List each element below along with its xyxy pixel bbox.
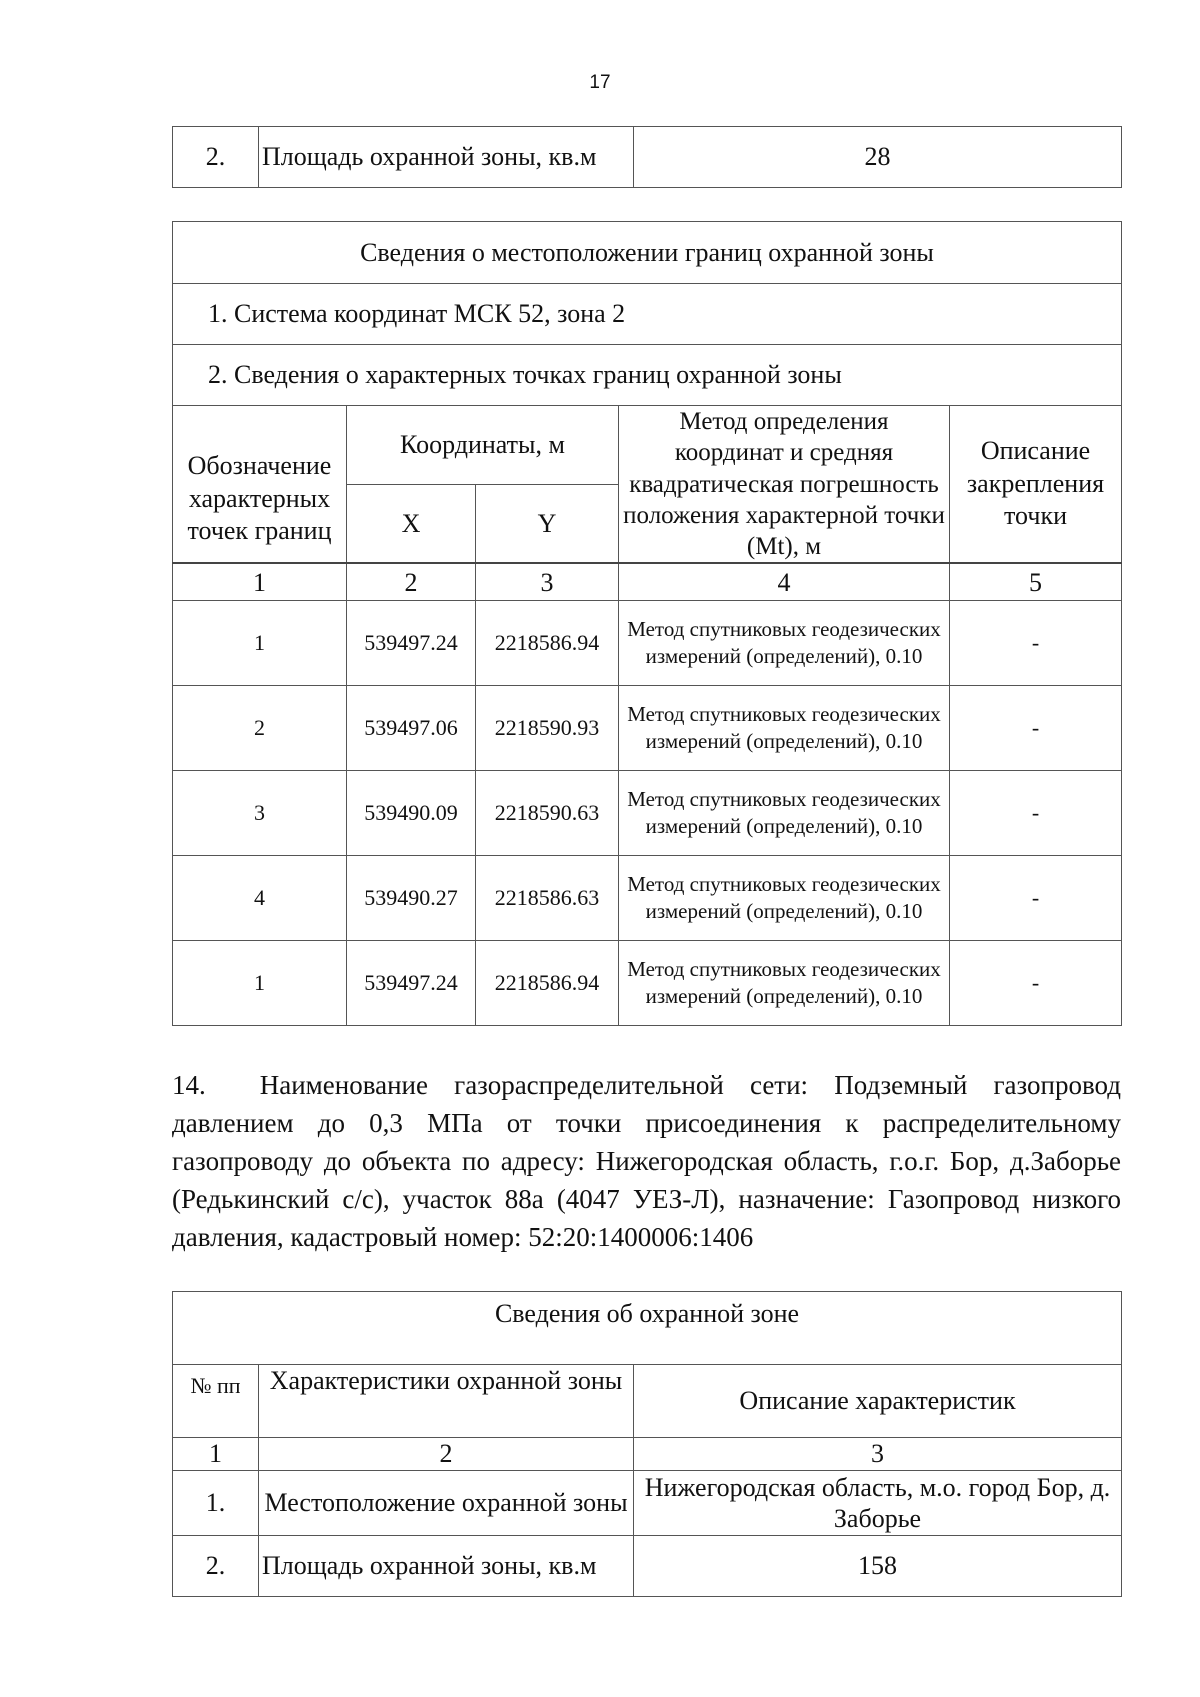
table-row xyxy=(173,686,1122,771)
table-row xyxy=(173,856,1122,941)
coordinate-system: 1. Система координат МСК 52, зона 2 xyxy=(173,284,1122,345)
table-header-row xyxy=(173,1365,1122,1438)
x-value: 539497.24 xyxy=(347,941,476,1026)
point-id: 2 xyxy=(173,686,347,771)
section-14-paragraph: 14. Наименование газораспределительной сети: Подземный газопровод давлением до 0,3 МПа от точки присоединения к распределительному газопроводу до объекта по адресу: Нижегородская область, г.о.г. Бор, д.Заборье (Редькинский с/с), участок 88а (4047 УЕЗ-Л), назначение: Газопровод низкого давления, кадастровый номер: 52:20:1400006:1406 xyxy=(172,1070,1121,1252)
column-index: 3 xyxy=(476,563,619,601)
table-row xyxy=(173,941,1122,1026)
method-value: Метод спутниковых геодезических измерений (определений), 0.10 xyxy=(619,856,950,941)
y-value: 2218590.63 xyxy=(476,771,619,856)
fixing-value: - xyxy=(950,686,1122,771)
y-value: 2218586.94 xyxy=(476,601,619,686)
coords-title: Сведения о местоположении границ охранной зоны xyxy=(173,222,1122,284)
row-number: 2. xyxy=(173,1536,259,1597)
table-row xyxy=(173,222,1122,284)
row-label: Местоположение охранной зоны xyxy=(259,1471,634,1536)
method-value: Метод спутниковых геодезических измерений (определений), 0.10 xyxy=(619,686,950,771)
table-row xyxy=(173,284,1122,345)
npp-header: № пп xyxy=(173,1365,259,1438)
column-index: 1 xyxy=(173,1438,259,1471)
x-value: 539497.24 xyxy=(347,601,476,686)
table-row xyxy=(173,601,1122,686)
y-value: 2218586.63 xyxy=(476,856,619,941)
method-value: Метод спутниковых геодезических измерений (определений), 0.10 xyxy=(619,941,950,1026)
page-number: 17 xyxy=(589,72,611,93)
fixing-value: - xyxy=(950,771,1122,856)
table-row xyxy=(173,1471,1122,1536)
fixing-value: - xyxy=(950,941,1122,1026)
points-heading: 2. Сведения о характерных точках границ охранной зоны xyxy=(173,345,1122,406)
table-row xyxy=(173,1536,1122,1597)
point-id: 3 xyxy=(173,771,347,856)
x-value: 539497.06 xyxy=(347,686,476,771)
column-index: 5 xyxy=(950,563,1122,601)
row-value: 158 xyxy=(634,1536,1122,1597)
area-label: Площадь охранной зоны, кв.м xyxy=(259,127,634,188)
column-index-row xyxy=(173,1438,1122,1471)
row-number: 1. xyxy=(173,1471,259,1536)
column-index: 2 xyxy=(347,563,476,601)
column-index: 1 xyxy=(173,563,347,601)
fixing-value: - xyxy=(950,601,1122,686)
fixing-value: - xyxy=(950,856,1122,941)
x-value: 539490.27 xyxy=(347,856,476,941)
row-number: 2. xyxy=(173,127,259,188)
zone-info-table xyxy=(172,1291,1122,1597)
x-header: X xyxy=(347,484,476,563)
point-id: 1 xyxy=(173,601,347,686)
table-row xyxy=(173,345,1122,406)
column-index: 3 xyxy=(634,1438,1122,1471)
method-header: Метод определения координат и средняя квадратическая погрешность положения характерной точки (Mt), м xyxy=(619,406,950,564)
table-header-row xyxy=(173,406,1122,485)
column-index-row xyxy=(173,563,1122,601)
coordinates-header: Координаты, м xyxy=(347,406,619,485)
point-id: 1 xyxy=(173,941,347,1026)
characteristics-header: Характеристики охранной зоны xyxy=(259,1365,634,1438)
fixing-header: Описание закрепления точки xyxy=(950,406,1122,564)
row-label: Площадь охранной зоны, кв.м xyxy=(259,1536,634,1597)
column-index: 2 xyxy=(259,1438,634,1471)
description-header: Описание характеристик xyxy=(634,1365,1122,1438)
method-value: Метод спутниковых геодезических измерений (определений), 0.10 xyxy=(619,771,950,856)
y-header: Y xyxy=(476,484,619,563)
method-value: Метод спутниковых геодезических измерений (определений), 0.10 xyxy=(619,601,950,686)
column-index: 4 xyxy=(619,563,950,601)
table-row xyxy=(173,127,1122,188)
row-value: Нижегородская область, м.о. город Бор, д. Заборье xyxy=(634,1471,1122,1536)
designation-header: Обозначение характерных точек границ xyxy=(173,406,347,564)
table-row xyxy=(173,1292,1122,1365)
table-row xyxy=(173,771,1122,856)
x-value: 539490.09 xyxy=(347,771,476,856)
zone-info-title: Сведения об охранной зоне xyxy=(173,1292,1122,1365)
coordinates-table xyxy=(172,221,1122,1026)
point-id: 4 xyxy=(173,856,347,941)
area-value: 28 xyxy=(634,127,1122,188)
area-table-top xyxy=(172,126,1122,188)
y-value: 2218590.93 xyxy=(476,686,619,771)
y-value: 2218586.94 xyxy=(476,941,619,1026)
